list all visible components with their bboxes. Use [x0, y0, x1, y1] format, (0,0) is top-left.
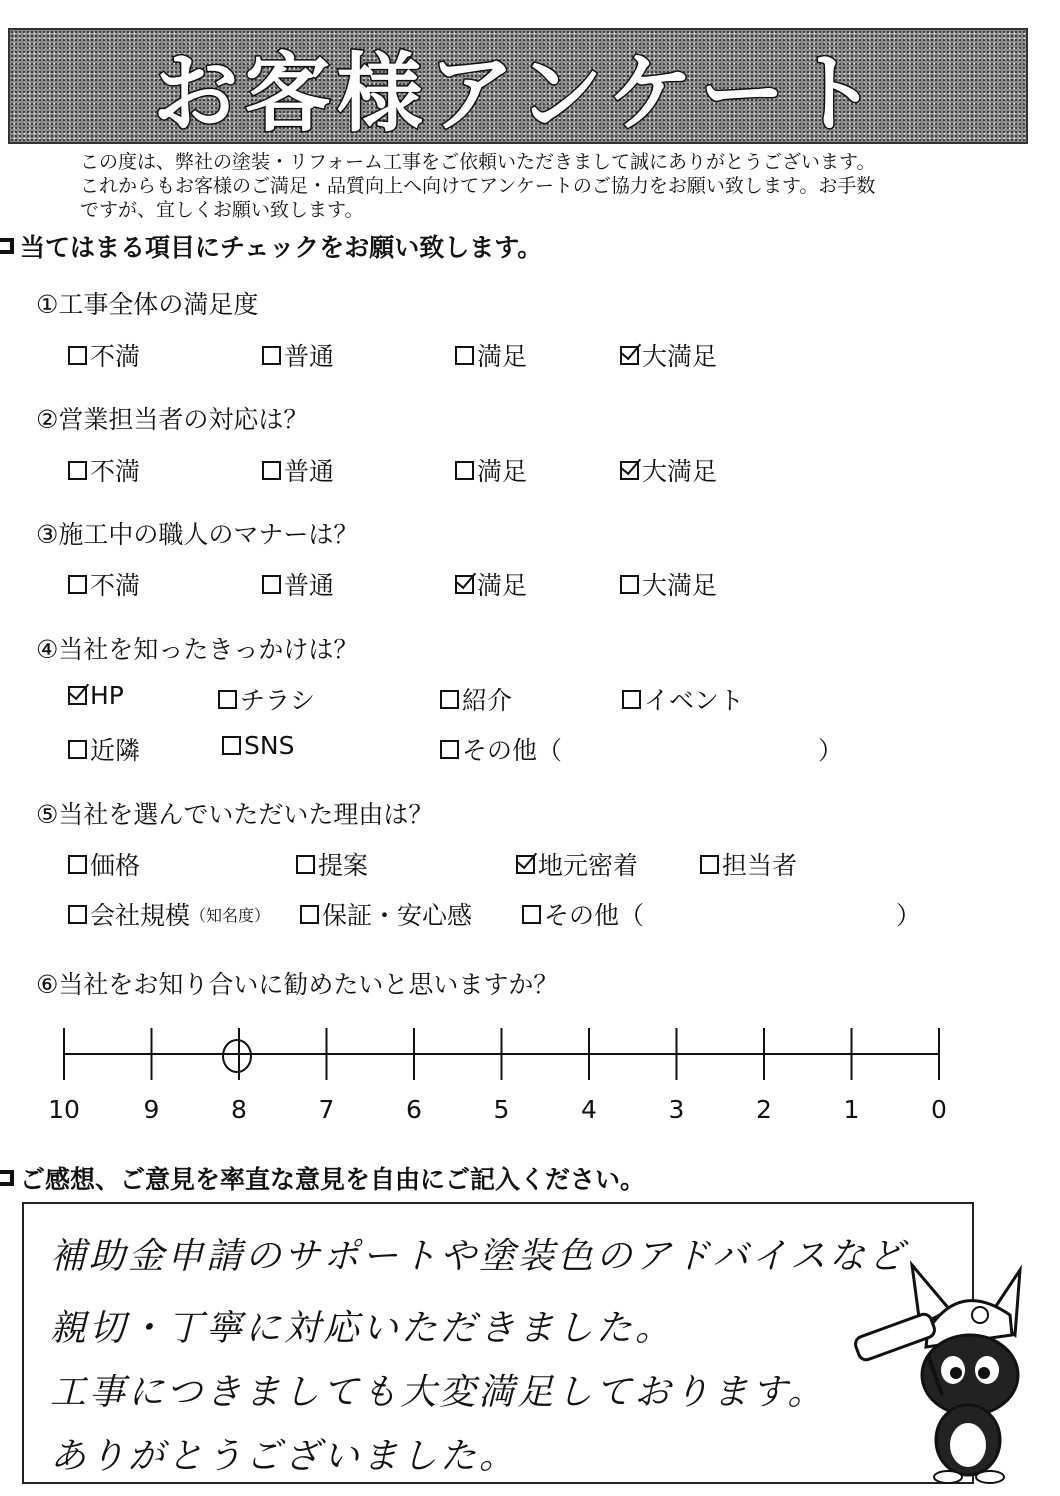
comment-line: ありがとうございました。 [50, 1436, 519, 1477]
checkbox-checked[interactable] [516, 855, 535, 874]
intro-line: ですが、宜しくお願い致します。 [80, 199, 364, 221]
checkbox-checked[interactable] [455, 575, 474, 594]
q3-option-daimanzoku[interactable]: 大満足 [620, 566, 717, 602]
comment-line: 補助金申請のサポートや塗装色のアドバイスなど [50, 1236, 907, 1277]
checkbox[interactable] [68, 740, 87, 759]
checkbox[interactable] [455, 346, 474, 365]
scale-label-5: 5 [493, 1095, 510, 1124]
checkbox-checked[interactable] [620, 461, 639, 480]
checkbox[interactable] [262, 346, 281, 365]
scale-label-8: 8 [231, 1095, 247, 1124]
checkbox[interactable] [440, 740, 459, 759]
section-heading-text: ご感想、ご意見を率直な意見を自由にご記入ください。 [20, 1165, 646, 1194]
selected-rating-circle [223, 1040, 251, 1072]
checkbox[interactable] [68, 346, 87, 365]
checkbox[interactable] [68, 905, 87, 924]
checkbox[interactable] [296, 855, 315, 874]
q5-option-teian[interactable]: 提案 [296, 846, 368, 882]
scale-label-3: 3 [668, 1095, 685, 1124]
checkbox[interactable] [455, 461, 474, 480]
scale-label-6: 6 [406, 1095, 422, 1124]
q4-option-shoukai[interactable]: 紹介 [440, 681, 512, 717]
q3-option-manzoku[interactable]: 満足 [455, 566, 527, 602]
scale-label-7: 7 [318, 1095, 335, 1124]
scale-label-10: 10 [48, 1095, 80, 1124]
q4-option-event[interactable]: イベント [622, 681, 744, 717]
checkbox[interactable] [262, 575, 281, 594]
question-1-label: ①工事全体の満足度 [36, 290, 259, 319]
section-heading-checklist [0, 228, 542, 264]
checkbox-checked[interactable] [68, 686, 87, 705]
q2-option-manzoku[interactable]: 満足 [455, 452, 527, 488]
section-marker-icon [0, 1170, 14, 1186]
q3-option-futsuu[interactable]: 普通 [262, 566, 334, 602]
checkbox[interactable] [218, 690, 237, 709]
q4-option-chirashi[interactable]: チラシ [218, 681, 315, 717]
checkbox[interactable] [522, 905, 541, 924]
q1-option-futsuu[interactable]: 普通 [262, 337, 334, 373]
intro-text [80, 150, 980, 222]
q5-option-kakaku[interactable]: 価格 [68, 846, 140, 882]
checkbox-checked[interactable] [620, 346, 639, 365]
scale-label-9: 9 [143, 1095, 160, 1124]
intro-line: この度は、弊社の塗装・リフォーム工事をご依頼いただきまして誠にありがとうございます。 [80, 151, 876, 173]
page-title: お客様アンケート [152, 44, 884, 144]
question-3-label: ③施工中の職人のマナーは？ [36, 520, 359, 549]
q4-option-kinrin[interactable]: 近隣 [68, 731, 140, 767]
q4-option-sonota[interactable]: その他（ [440, 731, 562, 767]
q1-option-manzoku[interactable]: 満足 [455, 337, 527, 373]
checkbox[interactable] [222, 736, 241, 755]
q4-option-sns[interactable]: SNS [222, 731, 294, 760]
q5-option-tantousha[interactable]: 担当者 [700, 846, 797, 882]
q2-option-daimanzoku[interactable]: 大満足 [620, 452, 717, 488]
scale-label-4: 4 [581, 1095, 597, 1124]
q4-close-paren: ） [818, 736, 844, 765]
mascot-image [850, 1255, 1030, 1485]
q3-option-fuman[interactable]: 不満 [68, 566, 140, 602]
comment-line: 工事につきましても大変満足しております。 [50, 1372, 827, 1413]
q5-option-jimoto[interactable]: 地元密着 [516, 846, 638, 882]
scale-label-1: 1 [843, 1095, 860, 1124]
checkbox[interactable] [300, 905, 319, 924]
section-heading-comments [0, 1160, 645, 1196]
q5-option-hoshou[interactable]: 保証・安心感 [300, 896, 472, 932]
checkbox[interactable] [620, 575, 639, 594]
scale-label-0: 0 [931, 1095, 947, 1124]
checkbox[interactable] [622, 690, 641, 709]
q4-option-hp[interactable]: HP [68, 681, 124, 710]
checkbox[interactable] [68, 575, 87, 594]
q5-option-sonota[interactable]: その他（ [522, 896, 644, 932]
comment-line: 親切・丁寧に対応いただきました。 [50, 1308, 675, 1349]
q5-option-kaisha-kibo[interactable]: 会社規模 （知名度） [68, 896, 270, 932]
checkbox[interactable] [262, 461, 281, 480]
q5-close-paren: ） [896, 901, 922, 930]
question-5-label: ⑤当社を選んでいただいた理由は？ [36, 800, 434, 829]
section-marker-icon [0, 238, 14, 254]
question-2-label: ②営業担当者の対応は？ [36, 405, 309, 434]
checkbox[interactable] [68, 855, 87, 874]
q1-option-daimanzoku[interactable]: 大満足 [620, 337, 717, 373]
scale-label-2: 2 [756, 1095, 772, 1124]
checkbox[interactable] [700, 855, 719, 874]
title-banner [8, 28, 1028, 144]
question-4-label: ④当社を知ったきっかけは？ [36, 635, 359, 664]
q1-option-fuman[interactable]: 不満 [68, 337, 140, 373]
company-note: （知名度） [190, 905, 271, 925]
q2-option-futsuu[interactable]: 普通 [262, 452, 334, 488]
q2-option-fuman[interactable]: 不満 [68, 452, 140, 488]
question-6-label: ⑥当社をお知り合いに勧めたいと思いますか？ [36, 970, 559, 999]
section-heading-text: 当てはまる項目にチェックをお願い致します。 [20, 233, 543, 262]
checkbox[interactable] [440, 690, 459, 709]
intro-line: これからもお客様のご満足・品質向上へ向けてアンケートのご協力をお願い致します。お手数 [80, 175, 876, 197]
rating-scale[interactable] [40, 1018, 960, 1088]
checkbox[interactable] [68, 461, 87, 480]
